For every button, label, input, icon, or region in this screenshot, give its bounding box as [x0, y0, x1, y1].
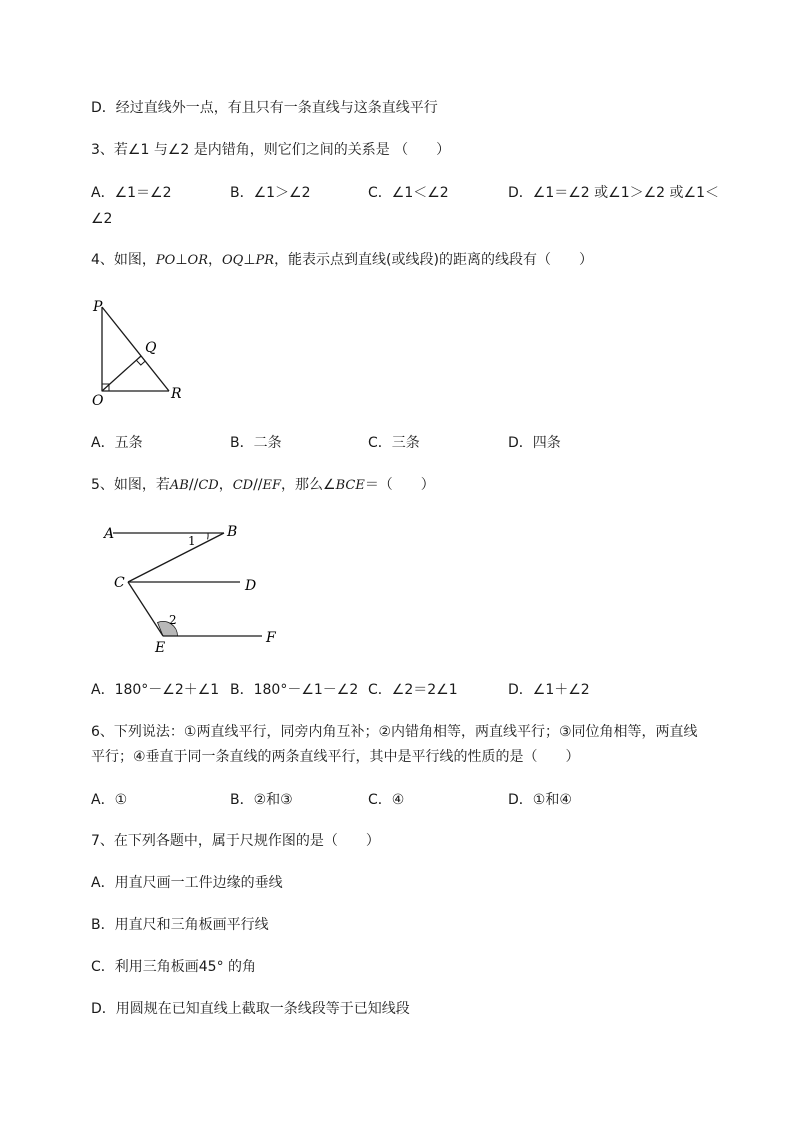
angle-1-arc	[208, 533, 209, 539]
q6-option-b: B．②和③	[230, 792, 293, 808]
label-angle-2: 2	[169, 613, 177, 627]
q5-math-cd-2: CD	[232, 478, 254, 493]
segment-oq	[102, 356, 141, 391]
q5-stem-suffix: ＝（ ）	[364, 477, 435, 493]
q4-option-a: A．五条	[91, 435, 143, 451]
q3-stem: 3、若∠1 与∠2 是内错角，则它们之间的关系是 （ ）	[91, 142, 451, 158]
q4-math-pr: PR	[255, 253, 275, 268]
label-b: B	[227, 524, 238, 540]
label-p: P	[93, 299, 103, 315]
q6-stem-line1: 6、下列说法：①两直线平行，同旁内角互补；②内错角相等，两直线平行；③同位角相等，两直线	[91, 724, 698, 740]
q5-math-bce: BCE	[335, 478, 365, 493]
q6-option-c: C．④	[368, 792, 405, 808]
q6-option-a: A．①	[91, 792, 128, 808]
segment-pr	[102, 307, 169, 391]
q2-option-d: D．经过直线外一点，有且只有一条直线与这条直线平行	[91, 100, 438, 116]
q3-option-d-line1: D．∠1＝∠2 或∠1＞∠2 或∠1＜	[508, 185, 719, 201]
q5-math-ab: AB	[169, 478, 189, 493]
q4-perp-1: ⊥	[175, 252, 188, 268]
label-e: E	[155, 640, 166, 656]
q5-option-c: C．∠2＝2∠1	[368, 682, 458, 698]
q5-math-ef: EF	[262, 478, 282, 493]
q4-math-po: PO	[155, 253, 176, 268]
q5-option-b: B．180°－∠1－∠2	[230, 682, 359, 698]
q7-stem: 7、在下列各题中，属于尺规作图的是（ ）	[91, 833, 380, 849]
q5-option-d: D．∠1＋∠2	[508, 682, 590, 698]
q4-figure	[85, 295, 195, 410]
label-f: F	[266, 630, 276, 646]
q5-math-cd-1: CD	[198, 478, 219, 493]
label-c: C	[114, 575, 125, 591]
q7-option-d: D．用圆规在已知直线上截取一条线段等于已知线段	[91, 1001, 410, 1017]
q4-stem-suffix: ，能表示点到直线(或线段)的距离的线段有（ ）	[274, 252, 593, 268]
q4-stem-prefix: 4、如图，	[91, 252, 156, 268]
q4-math-oq: OQ	[221, 253, 244, 268]
q3-option-b: B．∠1＞∠2	[230, 185, 311, 201]
q3-option-d-line2: ∠2	[91, 211, 113, 227]
segment-ce	[128, 582, 163, 636]
segment-bc	[128, 533, 224, 582]
label-q: Q	[145, 340, 157, 356]
label-a: A	[104, 526, 115, 542]
q4-option-c: C．三条	[368, 435, 420, 451]
q4-stem	[91, 250, 593, 271]
q5-option-a: A．180°－∠2＋∠1	[91, 682, 220, 698]
q4-option-d: D．四条	[508, 435, 561, 451]
q6-option-d: D．①和④	[508, 792, 572, 808]
label-o: O	[92, 393, 104, 409]
q3-option-c: C．∠1＜∠2	[368, 185, 449, 201]
q3-option-a: A．∠1＝∠2	[91, 185, 172, 201]
q4-option-b: B．二条	[230, 435, 282, 451]
q4-sep: ，	[207, 252, 222, 268]
q5-sep: ，	[218, 477, 233, 493]
q5-stem-mid: ，那么∠	[281, 477, 336, 493]
label-angle-1: 1	[188, 534, 196, 548]
label-d: D	[245, 578, 257, 594]
label-r: R	[171, 386, 182, 402]
q5-figure	[95, 515, 295, 660]
q6-stem-line2: 平行；④垂直于同一条直线的两条直线平行，其中是平行线的性质的是（ ）	[91, 749, 580, 765]
q7-option-b: B．用直尺和三角板画平行线	[91, 917, 269, 933]
q5-parallel-2: //	[253, 477, 263, 493]
q7-option-c: C．利用三角板画45° 的角	[91, 959, 257, 975]
q5-parallel-1: //	[188, 477, 199, 493]
q5-stem	[91, 475, 435, 496]
q4-perp-2: ⊥	[243, 252, 256, 268]
q4-math-or: OR	[187, 253, 208, 268]
q5-stem-prefix: 5、如图，若	[91, 477, 170, 493]
right-angle-mark-q	[137, 361, 146, 366]
q7-option-a: A．用直尺画一工件边缘的垂线	[91, 875, 283, 891]
